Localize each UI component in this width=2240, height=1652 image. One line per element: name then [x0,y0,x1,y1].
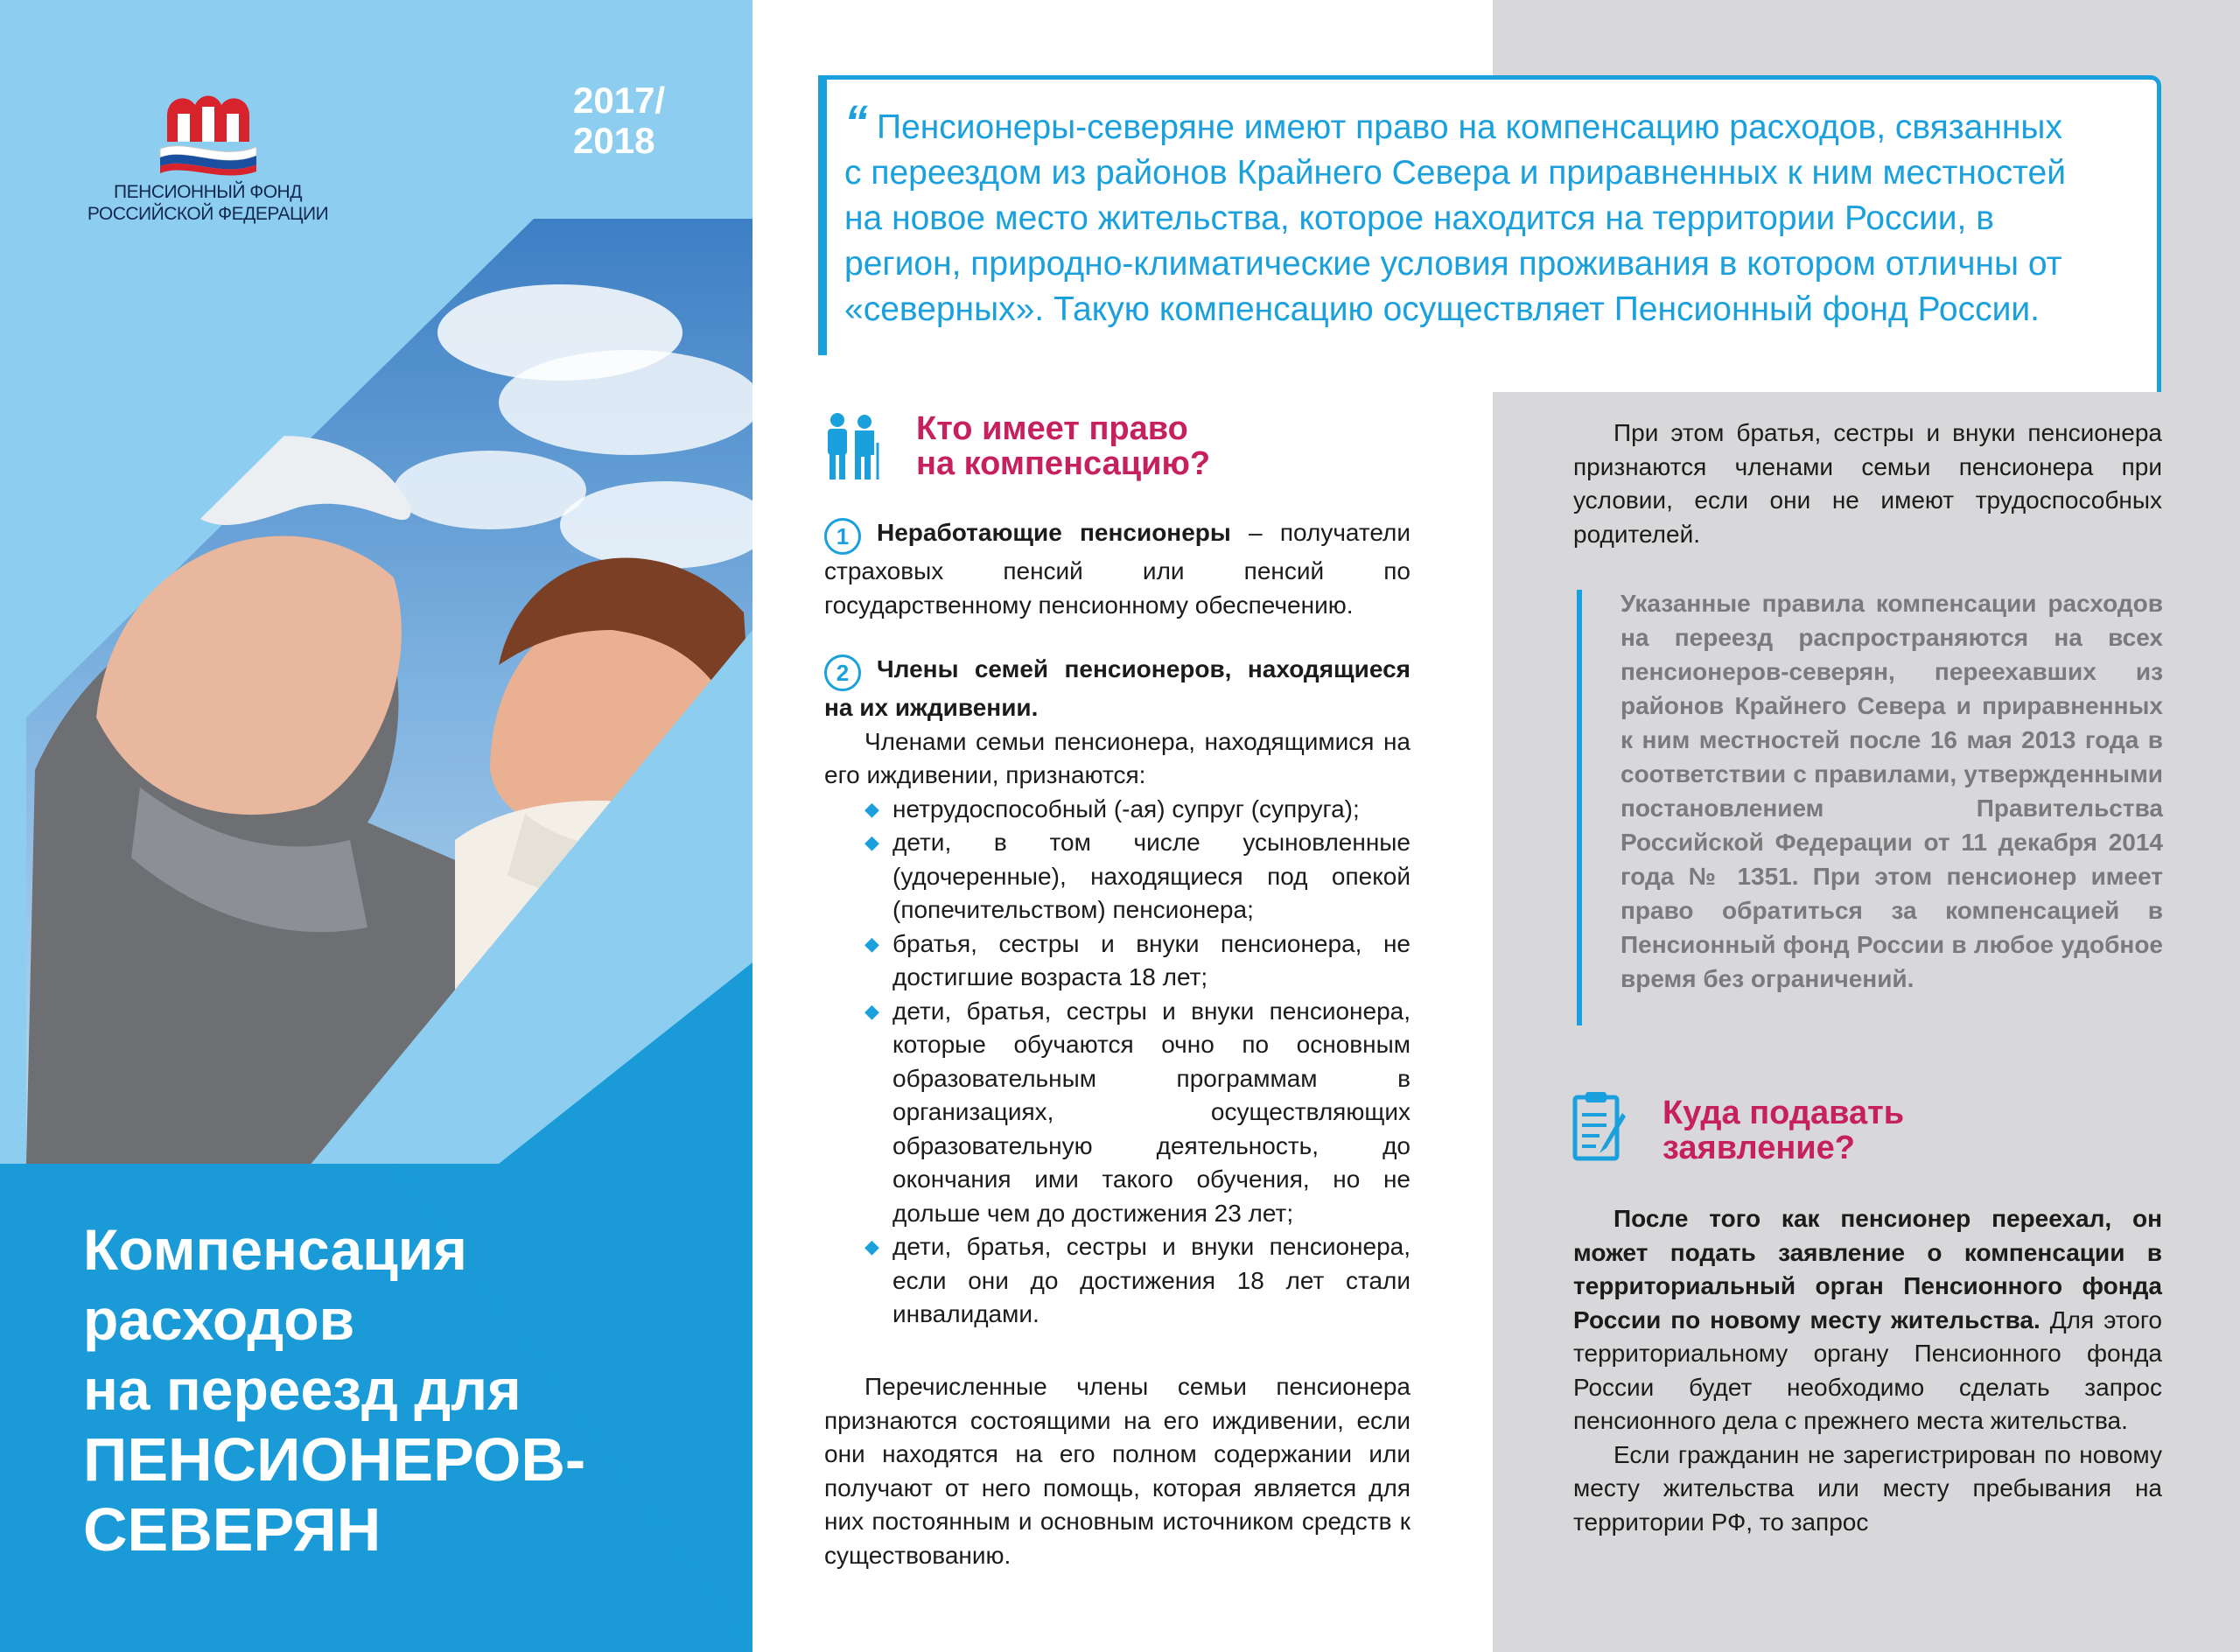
list-item: ◆ дети, братья, сестры и внуки пенсионера, если они до достижения 18 лет стали инвалидами. [824,1230,1410,1332]
who-heading-line1: Кто имеет право [916,410,1188,447]
where-bold: После того как пенсионер переехал, он может подать заявление о компенсации в территориальный орган Пенсионного фонда России по новому месту жительства. [1573,1205,2162,1334]
logo-caption-line2: РОССИЙСКОЙ ФЕДЕРАЦИИ [87,204,329,224]
note-accent-bar [1577,590,1582,1026]
cover-panel [0,0,752,1652]
years-label [573,80,665,161]
who-item-1 [824,516,1410,622]
cover-title-line2: расходов [83,1287,355,1352]
cover-title-line3: на переезд для [83,1357,522,1422]
list-item: ◆ дети, братья, сестры и внуки пенсионера, которые обучаются очно по основным образовательным программам в организациях, осуществляющих образовательную деятельность, до окончания ими такого обучения, но не дольше чем до достижения 23 лет; [824,995,1410,1231]
item2-bold: Члены семей пенсионеров, находящиеся на их иждивении. [824,655,1410,721]
where-text: Для этого территориальному органу Пенсионного фонда России будет необходимо сделать запрос пенсионного дела с прежнего места жительства. [1573,1306,2162,1434]
where-paragraph [1573,1202,2162,1539]
pfr-logo [74,80,341,225]
cover-title-line4: ПЕНСИОНЕРОВ- [83,1425,586,1494]
pfr-emblem-icon [151,80,265,177]
quote-mark-icon: “ [844,96,868,149]
item1-bold: Неработающие пенсионеры [877,519,1231,546]
quote-text: Пенсионеры-северяне имеют право на компенсацию расходов, связанных с переездом из районов Крайнего Севера и приравненных к ним местностей на новое место жительства, которое находится на территории России, в регион, природно-климатические условия проживания в котором отличны от «северных». Такую компенсацию осуществляет Пенсионный фонд России. [844,108,2067,328]
where-heading-line1: Куда подавать [1662,1095,1905,1131]
item2-intro: Членами семьи пенсионера, находящимися на его иждивении, признаются: [824,727,1410,788]
years-line2: 2018 [573,120,655,161]
clipboard-icon [1572,1088,1628,1162]
item1-text: – получатели страховых пенсий или пенсий по государственному пенсионному обеспечению. [824,519,1411,619]
siblings-paragraph: При этом братья, сестры и внуки пенсионера признаются членами семьи пенсионера при условии, если они не имеют трудоспособных родителей. [1573,419,2162,548]
cover-title-line5: СЕВЕРЯН [83,1495,382,1564]
who-heading [916,411,1210,481]
who-closing: Перечисленные члены семьи пенсионера признаются состоящими на его иждивении, если они находятся на его полном содержании или получают от него помощь, которая является для них постоянным и основным источником средств к существованию. [824,1373,1410,1569]
years-line1: 2017/ [573,80,666,121]
logo-caption-line1: ПЕНСИОННЫЙ ФОНД [114,182,302,202]
dependents-list [824,793,1410,1332]
number-1-icon: 1 [824,518,861,555]
rules-note: Указанные правила компенсации расходов на переезд распространяются на всех пенсионеров-северян, переехавших из районов Крайнего Севера и приравненных к ним местностей после 16 мая 2013 года в соответствии с правилами, утвержденными постановлением Правительства Российской Федерации от 11 декабря 2014 года № 1351. При этом пенсионер имеет право обратиться за компенсацией в Пенсионный фонд России в любое удобное время без ограничений. [1620,590,2163,992]
cover-title-line1: Компенсация [83,1217,467,1282]
where-heading-line2: заявление? [1662,1130,1855,1166]
list-item: ◆ братья, сестры и внуки пенсионера, не достигшие возраста 18 лет; [824,928,1410,995]
who-heading-line2: на компенсацию? [916,445,1211,482]
list-item: ◆ нетрудоспособный (-ая) супруг (супруга); [824,793,1410,827]
where-paragraph-2: Если гражданин не зарегистрирован по новому месту жительства или месту пребывания на территории РФ, то запрос [1573,1440,2162,1536]
number-2-icon: 2 [824,654,861,691]
intro-quote [844,96,2087,332]
cover-title [83,1214,731,1564]
where-heading [1662,1096,1904,1166]
people-icon [822,411,884,481]
list-item: ◆ дети, в том числе усыновленные (удочеренные), находящиеся под опекой (попечительством) пенсионера; [824,826,1410,928]
who-item-2 [824,653,1410,1332]
